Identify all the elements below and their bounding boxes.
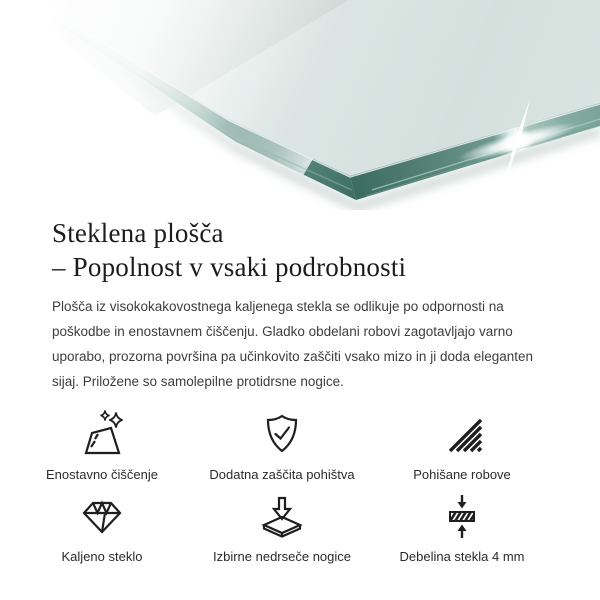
feature-furniture-protection [192,410,372,482]
feature-glass-thickness [372,492,552,564]
feature-label: Enostavno čiščenje [45,467,158,482]
hero-section [0,0,600,210]
shield-check-icon [258,410,306,458]
product-description-text: Plošča iz visokokakovostnega kaljenega stekla se odlikuje po odpornosti na poškodbe in enostavnem čiščenju. Gladko obdelani robovi zagotavljajo varno uporabo, prozorna površina pa učinkovito zaščiti vsako mizo in ji doda eleganten sijaj. Priložene so samolepilne protidrsne nogice. [52,299,534,389]
feature-label: Izbirne nedrseče nogice [212,549,352,564]
diamond-icon [78,492,126,540]
page-title [52,216,560,284]
glass-panel-image [0,0,600,210]
page-title-line1: Steklena plošča [52,218,224,248]
feature-label: Dodatna zaščita pohištva [209,467,355,482]
arrow-plate-icon [258,492,306,540]
feature-easy-cleaning [12,410,192,482]
feature-polished-edges [372,410,552,482]
feature-tempered-glass [12,492,192,564]
sparkle-clean-icon [78,410,126,458]
feature-label: Pohišane robove [413,467,511,482]
feature-grid [12,410,560,564]
product-description-section [0,216,600,564]
thickness-icon [438,492,486,540]
feature-label: Kaljeno steklo [61,549,143,564]
page-title-line2: – Popolnost v vsaki podrobnosti [52,252,407,282]
feature-label: Debelina stekla 4 mm [399,549,525,564]
feature-nonslip-feet [192,492,372,564]
polished-edges-icon [438,410,486,458]
